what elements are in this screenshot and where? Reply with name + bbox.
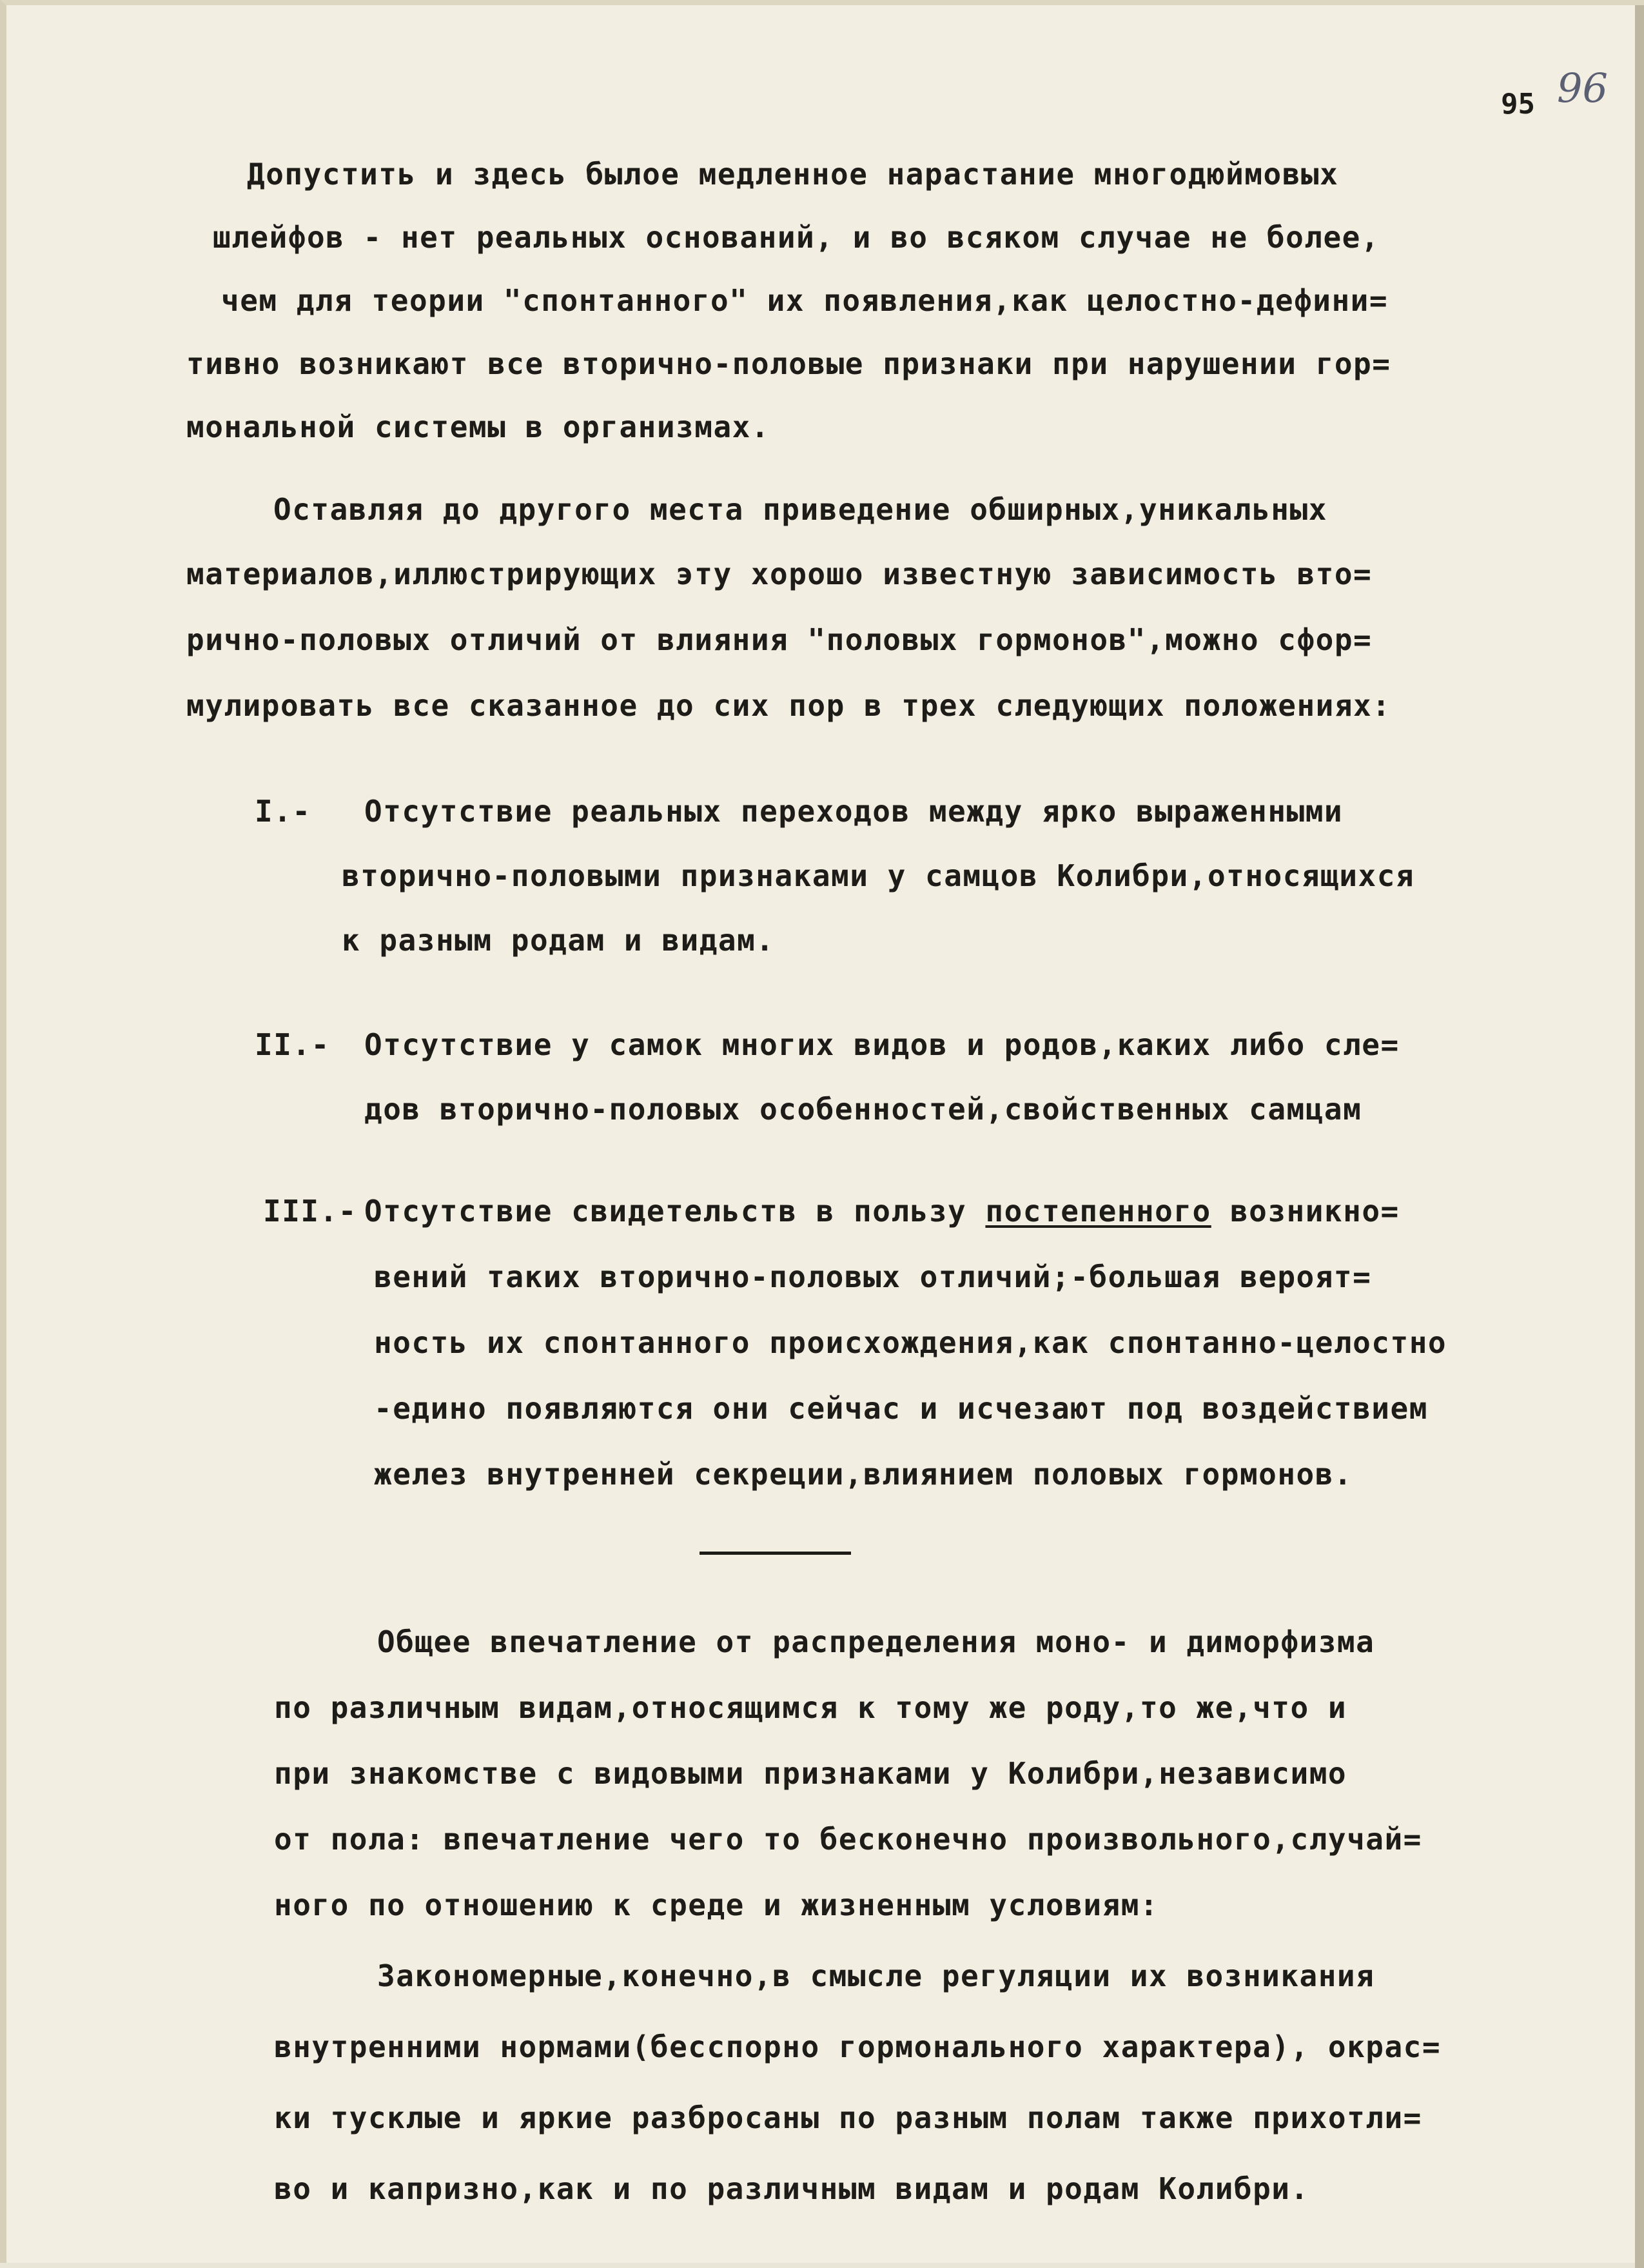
list-marker-3: III.- <box>263 1194 357 1228</box>
paragraph-3-line: по различным видам,относящимся к тому же роду,то же,что и <box>274 1690 1347 1725</box>
paragraph-1-line: мональной системы в организмах. <box>186 409 770 444</box>
paragraph-3-line: ного по отношению к среде и жизненным условиям: <box>274 1888 1159 1922</box>
list-item-1-line: к разным родам и видам. <box>342 923 775 958</box>
paragraph-3-line: Общее впечатление от распределения моно- и диморфизма <box>377 1624 1375 1659</box>
list-item-1-line: вторично-половыми признаками у самцов Колибри,относящихся <box>342 858 1415 893</box>
list-item-3-line: ность их спонтанного происхождения,как спонтанно-целостно <box>374 1325 1447 1360</box>
paragraph-2-line: Оставляя до другого места приведение обширных,уникальных <box>273 492 1327 527</box>
paragraph-1-line: тивно возникают все вторично-половые признаки при нарушении гор= <box>186 346 1391 381</box>
list-item-3-line: желез внутренней секреции,влиянием половых гормонов. <box>374 1457 1353 1492</box>
section-divider <box>700 1552 851 1555</box>
list-marker-1: I.- <box>255 794 311 829</box>
paragraph-2-line: материалов,иллюстрирующих эту хорошо известную зависимость вто= <box>186 557 1373 591</box>
paragraph-2-line: рично-половых отличий от влияния "половых гормонов",можно сфор= <box>186 622 1373 657</box>
list-item-3-line: -едино появляются они сейчас и исчезают под воздействием <box>374 1391 1428 1426</box>
paragraph-1-line: чем для теории "спонтанного" их появления,как целостно-дефини= <box>221 283 1389 318</box>
underlined-word: постепенного <box>985 1194 1211 1228</box>
paragraph-1-line: шлейфов - нет реальных оснований, и во всяком случае не более, <box>213 220 1380 255</box>
paragraph-3-line: от пола: впечатление чего то бесконечно произвольного,случай= <box>274 1822 1422 1857</box>
paragraph-4-line: во и капризно,как и по различным видам и родам Колибри. <box>274 2171 1309 2206</box>
list-marker-2: II.- <box>255 1027 330 1062</box>
list-item-3-text: возникно= <box>1211 1194 1400 1228</box>
handwritten-page-number: 96 <box>1557 64 1608 112</box>
list-item-2-line: дов вторично-половых особенностей,свойственных самцам <box>364 1092 1362 1127</box>
paragraph-3-line: при знакомстве с видовыми признаками у Колибри,независимо <box>274 1756 1347 1791</box>
paragraph-1-line: Допустить и здесь былое медленное нарастание многодюймовых <box>247 157 1339 192</box>
page-edge <box>1635 5 1644 2268</box>
list-item-3-text: Отсутствие свидетельств в пользу <box>364 1194 986 1228</box>
paragraph-4-line: Закономерные,конечно,в смысле регуляции их возникания <box>377 1958 1375 1993</box>
page-number: 95 <box>1501 88 1535 121</box>
list-item-2-line: Отсутствие у самок многих видов и родов,каких либо сле= <box>364 1027 1400 1062</box>
list-item-3-line: вений таких вторично-половых отличий;-большая вероят= <box>374 1259 1372 1294</box>
paragraph-2-line: мулировать все сказанное до сих пор в трех следующих положениях: <box>186 688 1391 723</box>
list-item-1-line: Отсутствие реальных переходов между ярко выраженными <box>364 794 1344 829</box>
list-item-3-first-line <box>364 1192 1400 1230</box>
paragraph-4-line: внутренними нормами(бесспорно гормонального характера), окрас= <box>274 2029 1442 2064</box>
paragraph-4-line: ки тусклые и яркие разбросаны по разным полам также прихотли= <box>274 2100 1422 2135</box>
